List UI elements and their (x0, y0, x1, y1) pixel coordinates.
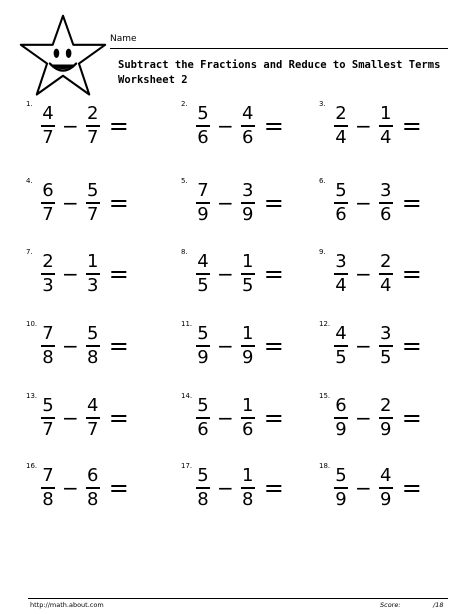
second-fraction (240, 182, 256, 224)
equals-sign: = (401, 260, 422, 288)
second-fraction (85, 397, 101, 439)
problem-number: 15. (319, 392, 331, 400)
problem-expression (195, 250, 284, 298)
numerator: 5 (197, 465, 209, 487)
numerator: 5 (197, 323, 209, 345)
second-fraction (85, 467, 101, 509)
equals-sign: = (401, 332, 422, 360)
denominator: 3 (42, 274, 54, 296)
equals-sign: = (108, 332, 129, 360)
problem-4 (26, 175, 156, 225)
problem-number: 2. (181, 100, 188, 108)
denominator: 6 (242, 418, 254, 440)
denominator: 9 (380, 488, 392, 510)
numerator: 1 (242, 323, 254, 345)
problem-expression (195, 394, 284, 442)
problem-17 (181, 460, 311, 510)
denominator: 8 (42, 346, 54, 368)
problem-expression (40, 394, 129, 442)
problem-expression (40, 179, 129, 227)
minus-sign: − (62, 476, 79, 500)
problem-number: 11. (181, 320, 193, 328)
denominator: 8 (197, 488, 209, 510)
numerator: 5 (335, 465, 347, 487)
footer (28, 598, 448, 609)
numerator: 6 (42, 180, 54, 202)
second-fraction (378, 397, 394, 439)
first-fraction (195, 182, 211, 224)
denominator: 4 (380, 274, 392, 296)
numerator: 4 (42, 103, 54, 125)
second-fraction (240, 467, 256, 509)
minus-sign: − (217, 114, 234, 138)
minus-sign: − (355, 191, 372, 215)
numerator: 4 (335, 323, 347, 345)
problem-expression (40, 322, 129, 370)
minus-sign: − (62, 114, 79, 138)
numerator: 7 (42, 465, 54, 487)
problem-number: 3. (319, 100, 326, 108)
equals-sign: = (108, 260, 129, 288)
denominator: 9 (197, 346, 209, 368)
numerator: 4 (380, 465, 392, 487)
problem-number: 13. (26, 392, 38, 400)
score-label: Score: (380, 601, 401, 609)
title-line-1: Subtract the Fractions and Reduce to Smallest Terms (118, 59, 441, 71)
problem-expression (333, 322, 422, 370)
minus-sign: − (355, 114, 372, 138)
denominator: 9 (242, 346, 254, 368)
problem-12 (319, 318, 449, 368)
numerator: 5 (197, 395, 209, 417)
first-fraction (40, 182, 56, 224)
problem-number: 16. (26, 462, 38, 470)
second-fraction (378, 467, 394, 509)
problem-number: 5. (181, 177, 188, 185)
minus-sign: − (355, 262, 372, 286)
problem-7 (26, 246, 156, 296)
name-field[interactable] (110, 34, 448, 49)
denominator: 6 (335, 203, 347, 225)
numerator: 6 (87, 465, 99, 487)
problem-14 (181, 390, 311, 440)
denominator: 5 (242, 274, 254, 296)
equals-sign: = (401, 189, 422, 217)
first-fraction (333, 325, 349, 367)
problem-number: 1. (26, 100, 33, 108)
second-fraction (240, 253, 256, 295)
minus-sign: − (62, 191, 79, 215)
numerator: 3 (380, 323, 392, 345)
numerator: 1 (242, 395, 254, 417)
numerator: 1 (242, 251, 254, 273)
first-fraction (333, 182, 349, 224)
problem-15 (319, 390, 449, 440)
equals-sign: = (108, 189, 129, 217)
second-fraction (378, 105, 394, 147)
problem-expression (40, 464, 129, 512)
first-fraction (40, 253, 56, 295)
numerator: 1 (87, 251, 99, 273)
problem-1 (26, 98, 156, 148)
denominator: 5 (335, 346, 347, 368)
second-fraction (85, 182, 101, 224)
first-fraction (40, 467, 56, 509)
numerator: 4 (87, 395, 99, 417)
name-label: Name (110, 34, 137, 44)
footer-url: http://math.about.com (30, 601, 104, 609)
first-fraction (195, 105, 211, 147)
problem-number: 17. (181, 462, 193, 470)
second-fraction (240, 325, 256, 367)
problem-18 (319, 460, 449, 510)
problem-3 (319, 98, 449, 148)
equals-sign: = (108, 404, 129, 432)
equals-sign: = (401, 404, 422, 432)
numerator: 2 (87, 103, 99, 125)
equals-sign: = (263, 260, 284, 288)
denominator: 7 (87, 126, 99, 148)
first-fraction (333, 105, 349, 147)
numerator: 5 (42, 395, 54, 417)
numerator: 2 (42, 251, 54, 273)
numerator: 4 (242, 103, 254, 125)
numerator: 3 (380, 180, 392, 202)
second-fraction (85, 105, 101, 147)
problem-6 (319, 175, 449, 225)
problem-11 (181, 318, 311, 368)
denominator: 8 (87, 346, 99, 368)
numerator: 3 (242, 180, 254, 202)
minus-sign: − (217, 191, 234, 215)
numerator: 7 (42, 323, 54, 345)
problem-number: 9. (319, 248, 326, 256)
numerator: 5 (87, 180, 99, 202)
problem-2 (181, 98, 311, 148)
problem-expression (333, 102, 422, 150)
problem-expression (333, 250, 422, 298)
problem-number: 14. (181, 392, 193, 400)
equals-sign: = (263, 404, 284, 432)
score-total: /18 (433, 601, 444, 609)
problem-expression (333, 179, 422, 227)
minus-sign: − (355, 476, 372, 500)
denominator: 7 (42, 418, 54, 440)
equals-sign: = (401, 474, 422, 502)
first-fraction (195, 467, 211, 509)
problem-5 (181, 175, 311, 225)
equals-sign: = (263, 474, 284, 502)
denominator: 8 (242, 488, 254, 510)
minus-sign: − (62, 406, 79, 430)
denominator: 9 (242, 203, 254, 225)
first-fraction (333, 467, 349, 509)
equals-sign: = (263, 112, 284, 140)
second-fraction (240, 397, 256, 439)
first-fraction (333, 253, 349, 295)
problem-expression (40, 102, 129, 150)
equals-sign: = (401, 112, 422, 140)
denominator: 8 (87, 488, 99, 510)
first-fraction (195, 397, 211, 439)
denominator: 6 (242, 126, 254, 148)
problem-number: 10. (26, 320, 38, 328)
numerator: 7 (197, 180, 209, 202)
problem-expression (195, 322, 284, 370)
denominator: 4 (335, 126, 347, 148)
problem-9 (319, 246, 449, 296)
first-fraction (195, 325, 211, 367)
second-fraction (378, 325, 394, 367)
title-line-2: Worksheet 2 (118, 74, 188, 86)
numerator: 1 (380, 103, 392, 125)
denominator: 7 (87, 418, 99, 440)
denominator: 9 (335, 418, 347, 440)
equals-sign: = (263, 189, 284, 217)
numerator: 2 (335, 103, 347, 125)
denominator: 7 (42, 203, 54, 225)
second-fraction (378, 182, 394, 224)
problem-16 (26, 460, 156, 510)
denominator: 4 (335, 274, 347, 296)
numerator: 6 (335, 395, 347, 417)
problem-expression (195, 464, 284, 512)
equals-sign: = (263, 332, 284, 360)
minus-sign: − (355, 406, 372, 430)
first-fraction (40, 325, 56, 367)
problem-expression (40, 250, 129, 298)
denominator: 7 (42, 126, 54, 148)
first-fraction (40, 397, 56, 439)
denominator: 5 (197, 274, 209, 296)
denominator: 9 (380, 418, 392, 440)
numerator: 2 (380, 395, 392, 417)
problem-10 (26, 318, 156, 368)
minus-sign: − (62, 262, 79, 286)
denominator: 7 (87, 203, 99, 225)
denominator: 3 (87, 274, 99, 296)
minus-sign: − (217, 406, 234, 430)
denominator: 6 (197, 126, 209, 148)
numerator: 5 (197, 103, 209, 125)
problem-number: 12. (319, 320, 331, 328)
denominator: 5 (380, 346, 392, 368)
denominator: 4 (380, 126, 392, 148)
first-fraction (333, 397, 349, 439)
numerator: 4 (197, 251, 209, 273)
denominator: 9 (197, 203, 209, 225)
second-fraction (85, 325, 101, 367)
problem-expression (333, 394, 422, 442)
denominator: 6 (197, 418, 209, 440)
problem-8 (181, 246, 311, 296)
minus-sign: − (355, 334, 372, 358)
denominator: 8 (42, 488, 54, 510)
problem-number: 8. (181, 248, 188, 256)
equals-sign: = (108, 474, 129, 502)
problem-expression (195, 179, 284, 227)
first-fraction (40, 105, 56, 147)
problem-number: 6. (319, 177, 326, 185)
problem-expression (195, 102, 284, 150)
numerator: 3 (335, 251, 347, 273)
problem-expression (333, 464, 422, 512)
second-fraction (85, 253, 101, 295)
numerator: 1 (242, 465, 254, 487)
numerator: 5 (335, 180, 347, 202)
problem-number: 4. (26, 177, 33, 185)
second-fraction (378, 253, 394, 295)
worksheet-title (118, 58, 448, 88)
second-fraction (240, 105, 256, 147)
equals-sign: = (108, 112, 129, 140)
problem-number: 7. (26, 248, 33, 256)
denominator: 9 (335, 488, 347, 510)
minus-sign: − (217, 334, 234, 358)
minus-sign: − (217, 262, 234, 286)
minus-sign: − (62, 334, 79, 358)
problem-number: 18. (319, 462, 331, 470)
first-fraction (195, 253, 211, 295)
minus-sign: − (217, 476, 234, 500)
smiling-star-icon (16, 12, 110, 102)
numerator: 2 (380, 251, 392, 273)
problem-13 (26, 390, 156, 440)
denominator: 6 (380, 203, 392, 225)
numerator: 5 (87, 323, 99, 345)
